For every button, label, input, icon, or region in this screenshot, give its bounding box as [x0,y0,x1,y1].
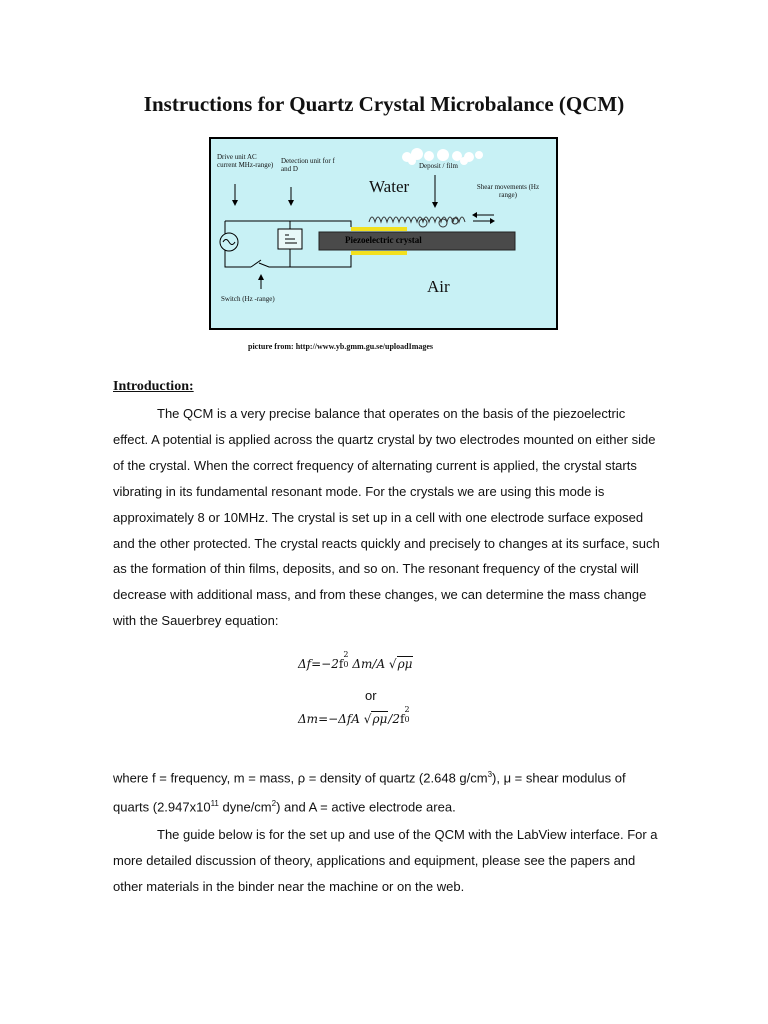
intro-paragraph: The QCM is a very precise balance that operates on the basis of the piezoelectric effect. A potential is applied across the quartz crystal by two electrodes mounted on either side of the crystal. When the correct frequency of alternating current is applied, the crystal starts vibrating in its fundamental resonant mode. For the crystals we are using this mode is approximately 8 or 10MHz. The crystal is set up in a cell with one electrode surface exposed and the other protected. The crystal reacts quickly and precisely to changes at its surface, such as the formation of thin films, deposits, and so on. The resonant frequency of the crystal will decrease with additional mass, and from these changes, we can determine the mass change with the Sauerbrey equation: [113,406,660,629]
shear-label: Shear movements (Hz range) [476,183,540,199]
bottom-electrode [351,251,407,255]
equation-or: or [365,688,377,703]
where-text-1: where f = frequency, m = mass, ρ = density of quartz (2.648 g/cm [113,770,488,786]
where-sup-1: 3 [487,770,493,779]
equation-mass: Δm=−ΔfA √ρμ/2f 2 0 [298,705,410,726]
where-sup-2: 11 [210,799,219,809]
top-electrode [351,227,407,231]
page-title: Instructions for Quartz Crystal Microbalance (QCM) [143,92,625,116]
figure-caption: picture from: http://www.yb.gmm.gu.se/uploadImages [248,342,434,351]
where-text-2: ), μ = shear modulus of quarts (2.947x10 [113,770,626,815]
drive-unit-label: Drive unit AC current MHz-range) [217,153,274,169]
air-label: Air [427,277,450,296]
water-label: Water [369,177,410,196]
where-text-3: dyne/cm [218,799,272,815]
crystal-label: Piezoelectric crystal [345,235,422,245]
switch-label: Switch (Hz -range) [221,295,275,303]
where-paragraph [113,762,661,820]
detection-unit-label: Detection unit for f and D [281,157,335,173]
equation-frequency: Δf=−2f 2 0 Δm/A √ρμ [298,650,413,671]
deposit-label: Deposit / film [419,162,458,170]
where-sup-3: 2 [271,799,277,809]
guide-paragraph: The guide below is for the set up and use of the QCM with the LabView interface. For a more detailed discussion of theory, applications and equipment, please see the papers and other materials in the binder near the machine or on the web. [113,827,658,894]
section-heading: Introduction: [113,379,194,394]
where-text-4: ) and A = active electrode area. [276,799,456,815]
qcm-diagram [209,137,558,330]
